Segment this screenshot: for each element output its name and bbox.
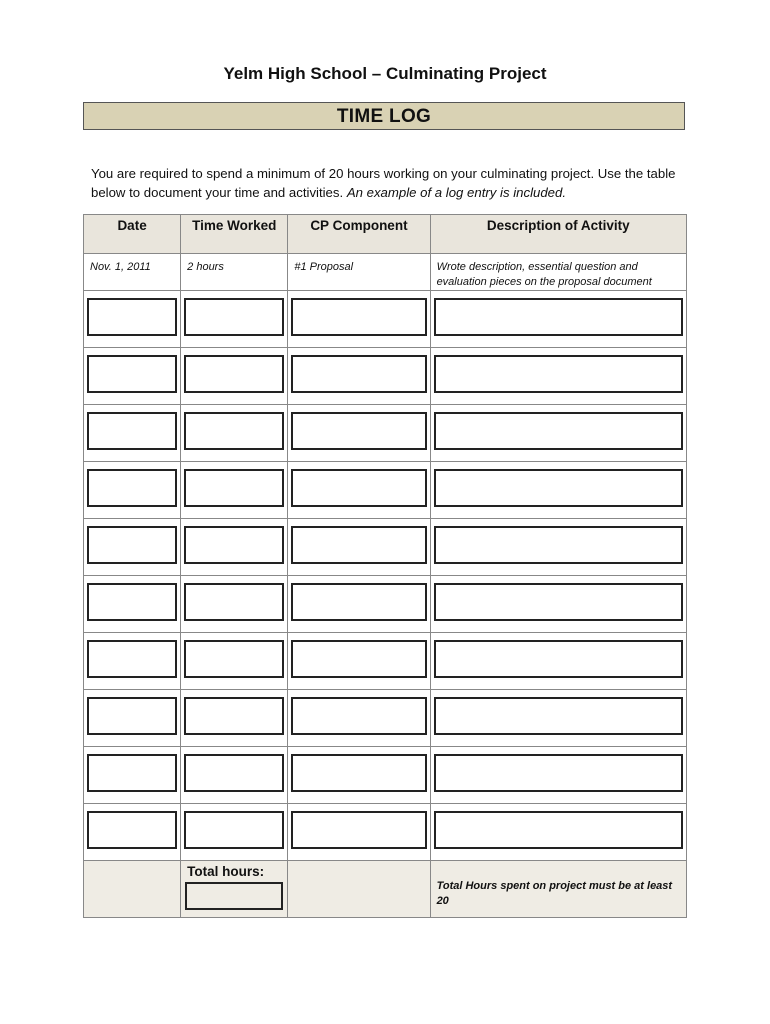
entry-cell-time (181, 291, 288, 348)
total-hours-requirement-note: Total Hours spent on project must be at least 20 (436, 880, 673, 907)
entry-cell-desc (430, 462, 686, 519)
total-note-cell (430, 861, 686, 918)
total-row (84, 861, 687, 918)
time-worked-field[interactable] (184, 583, 284, 621)
header-cp-component: CP Component (288, 215, 430, 254)
description-field[interactable] (434, 583, 683, 621)
table-row (84, 519, 687, 576)
entry-cell-desc (430, 519, 686, 576)
entry-cell-date (84, 633, 181, 690)
date-field[interactable] (87, 526, 177, 564)
description-field[interactable] (434, 526, 683, 564)
total-empty-cell (84, 861, 181, 918)
instructions-text: You are required to spend a minimum of 20 hours working on your culminating project. Use the table below to document your time and activities. (91, 166, 676, 200)
entry-cell-time (181, 633, 288, 690)
description-field[interactable] (434, 469, 683, 507)
entry-cell-desc (430, 348, 686, 405)
total-hours-cell (181, 861, 288, 918)
example-row (84, 254, 687, 291)
entry-cell-time (181, 405, 288, 462)
table-row (84, 633, 687, 690)
entry-cell-desc (430, 405, 686, 462)
entry-cell-date (84, 462, 181, 519)
total-empty-cell (288, 861, 430, 918)
cp-component-field[interactable] (291, 412, 426, 450)
header-description: Description of Activity (430, 215, 686, 254)
date-field[interactable] (87, 583, 177, 621)
entry-cell-cp (288, 291, 430, 348)
table-row (84, 747, 687, 804)
entry-cell-desc (430, 291, 686, 348)
header-time-worked: Time Worked (181, 215, 288, 254)
entry-cell-date (84, 690, 181, 747)
date-field[interactable] (87, 412, 177, 450)
entry-cell-desc (430, 633, 686, 690)
entry-cell-cp (288, 747, 430, 804)
time-worked-field[interactable] (184, 298, 284, 336)
entry-cell-time (181, 690, 288, 747)
entry-cell-desc (430, 576, 686, 633)
time-worked-field[interactable] (184, 754, 284, 792)
time-log-table (83, 214, 687, 918)
entry-cell-desc (430, 747, 686, 804)
date-field[interactable] (87, 811, 177, 849)
cp-component-field[interactable] (291, 298, 426, 336)
example-date: Nov. 1, 2011 (84, 254, 181, 291)
entry-cell-date (84, 519, 181, 576)
date-field[interactable] (87, 640, 177, 678)
entry-cell-date (84, 747, 181, 804)
entry-cell-desc (430, 690, 686, 747)
table-row (84, 804, 687, 861)
description-field[interactable] (434, 811, 683, 849)
table-row (84, 576, 687, 633)
entry-cell-date (84, 804, 181, 861)
example-time: 2 hours (181, 254, 288, 291)
table-row (84, 462, 687, 519)
entry-cell-time (181, 348, 288, 405)
date-field[interactable] (87, 754, 177, 792)
entry-cell-time (181, 519, 288, 576)
entry-cell-cp (288, 405, 430, 462)
cp-component-field[interactable] (291, 469, 426, 507)
entry-cell-date (84, 291, 181, 348)
date-field[interactable] (87, 298, 177, 336)
example-description: Wrote description, essential question and evaluation pieces on the proposal document (430, 254, 686, 291)
entry-cell-cp (288, 804, 430, 861)
entry-cell-desc (430, 804, 686, 861)
description-field[interactable] (434, 697, 683, 735)
entry-cell-cp (288, 348, 430, 405)
table-row (84, 690, 687, 747)
entry-cell-cp (288, 633, 430, 690)
instructions-paragraph (91, 164, 691, 202)
table-row (84, 348, 687, 405)
entry-cell-date (84, 576, 181, 633)
table-row (84, 291, 687, 348)
total-hours-field[interactable] (185, 882, 283, 910)
time-worked-field[interactable] (184, 355, 284, 393)
table-header-row (84, 215, 687, 254)
example-cp: #1 Proposal (288, 254, 430, 291)
table-row (84, 405, 687, 462)
instructions-example-note: An example of a log entry is included. (346, 185, 567, 200)
time-worked-field[interactable] (184, 640, 284, 678)
time-worked-field[interactable] (184, 469, 284, 507)
entry-cell-cp (288, 519, 430, 576)
document-title: Yelm High School – Culminating Project (223, 64, 547, 83)
description-field[interactable] (434, 355, 683, 393)
description-field[interactable] (434, 754, 683, 792)
description-field[interactable] (434, 412, 683, 450)
entry-cell-date (84, 348, 181, 405)
entry-cell-time (181, 576, 288, 633)
time-worked-field[interactable] (184, 526, 284, 564)
header-date: Date (84, 215, 181, 254)
cp-component-field[interactable] (291, 811, 426, 849)
description-field[interactable] (434, 298, 683, 336)
entry-cell-cp (288, 462, 430, 519)
time-log-banner: TIME LOG (83, 102, 685, 130)
entry-cell-date (84, 405, 181, 462)
entry-cell-time (181, 462, 288, 519)
entry-cell-time (181, 747, 288, 804)
date-field[interactable] (87, 469, 177, 507)
date-field[interactable] (87, 355, 177, 393)
cp-component-field[interactable] (291, 355, 426, 393)
date-field[interactable] (87, 697, 177, 735)
cp-component-field[interactable] (291, 640, 426, 678)
entry-cell-cp (288, 690, 430, 747)
cp-component-field[interactable] (291, 697, 426, 735)
cp-component-field[interactable] (291, 526, 426, 564)
entry-cell-time (181, 804, 288, 861)
description-field[interactable] (434, 640, 683, 678)
time-worked-field[interactable] (184, 811, 284, 849)
total-hours-label: Total hours: (187, 864, 265, 879)
cp-component-field[interactable] (291, 754, 426, 792)
time-worked-field[interactable] (184, 697, 284, 735)
cp-component-field[interactable] (291, 583, 426, 621)
entry-cell-cp (288, 576, 430, 633)
time-worked-field[interactable] (184, 412, 284, 450)
